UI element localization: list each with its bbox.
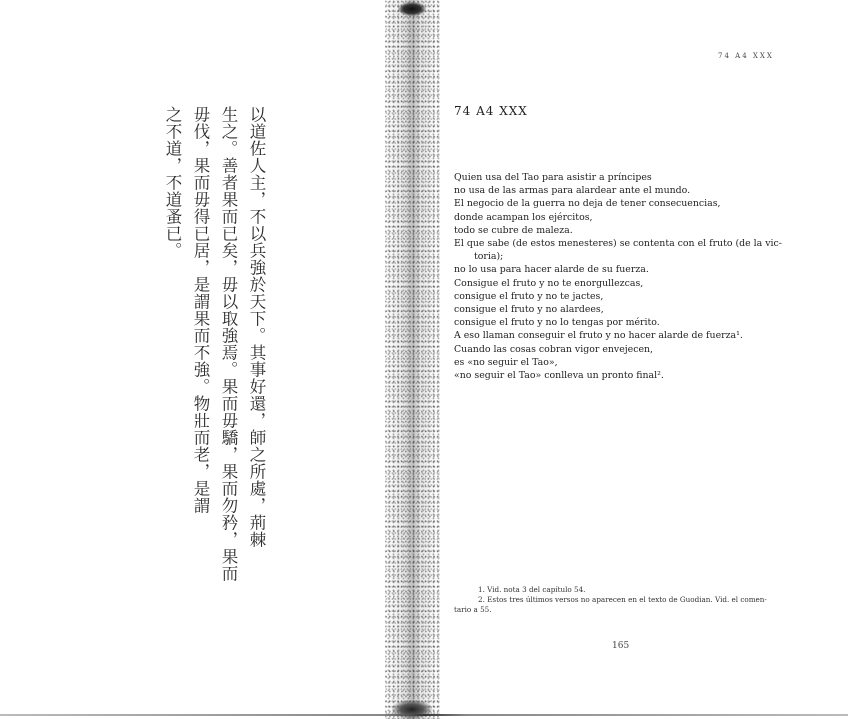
poem-line: no lo usa para hacer alarde de su fuerza.	[454, 264, 649, 276]
poem-line: es «no seguir el Tao»,	[454, 356, 558, 368]
footnote-1: 1. Vid. nota 3 del capítulo 54.	[478, 585, 586, 594]
footnote-2-continuation: tario a 55.	[454, 605, 492, 614]
poem-line: toria);	[474, 251, 504, 263]
gutter-bottom-shadow	[392, 700, 432, 719]
poem-line: Quien usa del Tao para asistir a príncipes	[454, 172, 652, 183]
chinese-column-3: 毋伐，果而毋得已居，是謂果而不強。物壯而老，是謂	[191, 106, 210, 514]
poem-line: Consigue el fruto y no te enorgullezcas,	[454, 277, 644, 289]
chinese-column-4: 之不道，不道蚤已。	[163, 106, 182, 259]
poem-line: El negocio de la guerra no deja de tener consecuencias,	[454, 198, 721, 210]
book-gutter	[385, 0, 440, 719]
left-page	[0, 0, 395, 719]
footnotes	[454, 585, 794, 615]
gutter-top-shadow	[398, 2, 426, 16]
poem-line: donde acampan los ejércitos,	[454, 211, 593, 223]
page-bottom-edge	[0, 714, 848, 716]
running-head: 74 A4 XXX	[718, 52, 774, 60]
poem-line: no usa de las armas para alardear ante el mundo.	[454, 185, 691, 197]
chinese-column-2: 生之。善者果而已矣，毋以取強焉。果而毋驕，果而勿矜，果而	[219, 106, 238, 582]
chinese-column-1: 以道佐人主，不以兵強於天下。其事好還，師之所處，荊棘	[247, 106, 266, 548]
right-page	[440, 0, 848, 719]
poem-line: todo se cubre de maleza.	[454, 224, 573, 236]
footnote-2: 2. Estos tres últimos versos no aparecen en el texto de Guodian. Vid. el comen-	[478, 595, 767, 604]
poem-line: consigue el fruto y no te jactes,	[454, 290, 604, 302]
chapter-title: 74 A4 XXX	[454, 104, 528, 118]
poem-text	[454, 171, 794, 382]
poem-line: «no seguir el Tao» conlleva un pronto final².	[454, 370, 664, 382]
poem-line: Cuando las cosas cobran vigor envejecen,	[454, 343, 654, 355]
poem-line: A eso llaman conseguir el fruto y no hacer alarde de fuerza¹.	[454, 330, 743, 342]
poem-line: consigue el fruto y no lo tengas por mérito.	[454, 317, 660, 329]
poem-line: El que sabe (de estos menesteres) se contenta con el fruto (de la vic-	[454, 238, 782, 250]
page-number: 165	[612, 641, 630, 651]
poem-line: consigue el fruto y no alardees,	[454, 304, 604, 316]
